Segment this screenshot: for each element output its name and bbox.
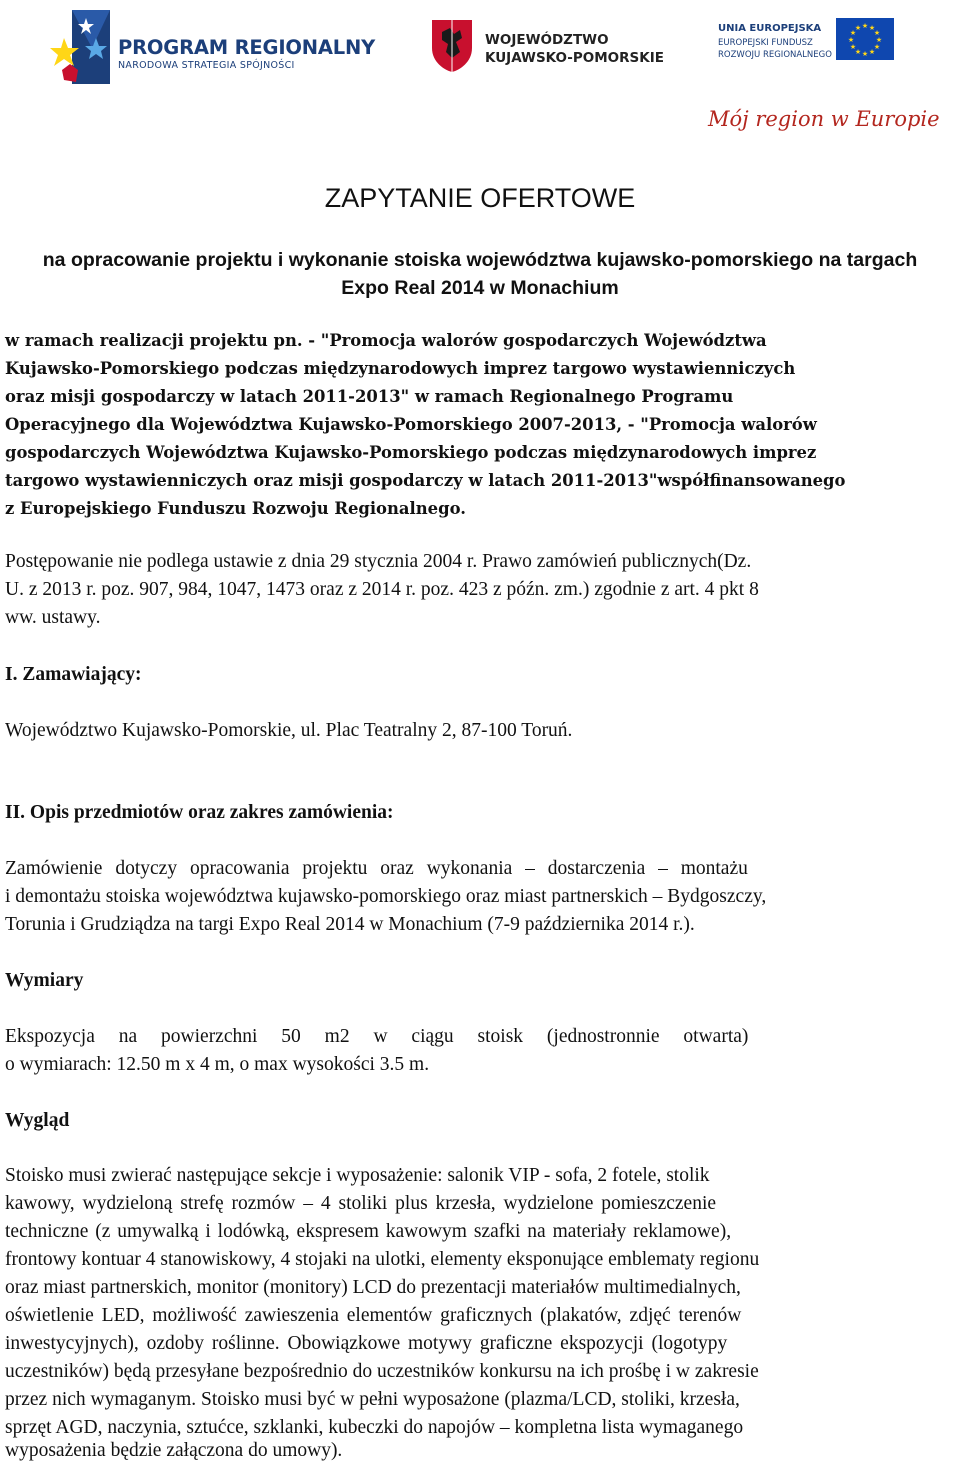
eu-logo bbox=[708, 18, 940, 138]
svg-text:★: ★ bbox=[847, 36, 855, 44]
program-regionalny-name: PROGRAM REGIONALNY bbox=[118, 36, 376, 59]
document-title: ZAPYTANIE OFERTOWE bbox=[324, 183, 636, 213]
svg-text:★: ★ bbox=[873, 43, 881, 51]
subsection-text-line: przez nich wymaganym. Stoisko musi być w pełni wyposażone (plazma/LCD, stoliki, krzesła, bbox=[5, 1389, 740, 1410]
svg-text:★: ★ bbox=[868, 48, 876, 56]
subsection-text-line: wyposażenia będzie załączona do umowy). bbox=[5, 1440, 343, 1461]
subsection-text-line: uczestników) będą przesyłane bezpośrednio do uczestników konkursu na ich prośbę i w zakresie bbox=[5, 1361, 759, 1382]
wojewodztwo-logo bbox=[430, 18, 664, 78]
svg-text:★: ★ bbox=[868, 24, 876, 32]
legal-line: Postępowanie nie podlega ustawie z dnia 29 stycznia 2004 r. Prawo zamówień publicznych(Dz. bbox=[5, 551, 752, 572]
subsection-heading: Wymiary bbox=[5, 970, 84, 991]
intro-line: w ramach realizacji projektu pn. - "Promocja walorów gospodarczych Województwa bbox=[5, 331, 767, 350]
eu-fund-label-2: ROZWOJU REGIONALNEGO bbox=[718, 50, 832, 60]
section-text: Województwo Kujawsko-Pomorskie, ul. Plac Teatralny 2, 87-100 Toruń. bbox=[5, 720, 573, 741]
intro-line: Kujawsko-Pomorskiego podczas międzynarodowych imprez targowo wystawienniczych bbox=[5, 359, 796, 378]
section-heading: I. Zamawiający: bbox=[5, 664, 142, 685]
intro-line: targowo wystawienniczych oraz misji gospodarczy w latach 2011-2013"współfinansowanego bbox=[5, 471, 846, 490]
logo-header bbox=[0, 0, 960, 150]
star-flag-icon bbox=[50, 8, 112, 86]
subsection-text-line: o wymiarach: 12.50 m x 4 m, o max wysokości 3.5 m. bbox=[5, 1054, 430, 1075]
svg-text:★: ★ bbox=[873, 29, 881, 37]
svg-text:★: ★ bbox=[861, 50, 869, 58]
svg-text:★: ★ bbox=[849, 43, 857, 51]
eu-flag-icon bbox=[836, 18, 894, 60]
svg-text:★: ★ bbox=[875, 36, 883, 44]
svg-text:★: ★ bbox=[854, 48, 862, 56]
wojewodztwo-line2: KUJAWSKO-POMORSKIE bbox=[485, 50, 664, 66]
griffin-shield-icon bbox=[430, 18, 474, 73]
legal-line: ww. ustawy. bbox=[5, 607, 101, 628]
subsection-text-line: oświetlenie LED, możliwość zawieszenia elementów graficznych (plakatów, zdjęć terenów bbox=[5, 1305, 742, 1326]
svg-text:★: ★ bbox=[854, 24, 862, 32]
eu-union-label: UNIA EUROPEJSKA bbox=[718, 23, 822, 34]
intro-line: Operacyjnego dla Województwa Kujawsko-Pomorskiego 2007-2013, - "Promocja walorów bbox=[5, 415, 817, 434]
subsection-text-line: Ekspozycja na powierzchni 50 m2 w ciągu stoisk (jednostronnie otwarta) bbox=[5, 1026, 749, 1047]
subsection-heading: Wygląd bbox=[5, 1110, 70, 1131]
svg-text:★: ★ bbox=[849, 29, 857, 37]
svg-text:★: ★ bbox=[861, 22, 869, 30]
subsection-text-line: Stoisko musi zwierać następujące sekcje i wyposażenie: salonik VIP - sofa, 2 fotele, stolik bbox=[5, 1165, 710, 1186]
subsection-text-line: sprzęt AGD, naczynia, sztućce, szklanki, kubeczki do napojów – kompletna lista wymaganego bbox=[5, 1417, 744, 1438]
slogan-text: Mój region w Europie bbox=[708, 107, 940, 131]
subsection-text-line: techniczne (z umywalką i lodówką, ekspresem kawowym szafki na materiały reklamowe), bbox=[5, 1221, 732, 1242]
intro-line: gospodarczych Województwa Kujawsko-Pomorskiego podczas międzynarodowych imprez bbox=[5, 443, 817, 462]
section-text-line: Torunia i Grudziądza na targi Expo Real 2014 w Monachium (7-9 października 2014 r.). bbox=[5, 914, 695, 935]
eu-fund-label: EUROPEJSKI FUNDUSZ bbox=[718, 38, 813, 48]
intro-line: z Europejskiego Funduszu Rozwoju Regionalnego. bbox=[5, 499, 466, 518]
section-text-line: i demontażu stoiska województwa kujawsko-pomorskiego oraz miast partnerskich – Bydgoszczy, bbox=[5, 886, 767, 907]
subsection-text-line: kawowy, wydzieloną strefę rozmów – 4 stoliki plus krzesła, wydzielone pomieszczenie bbox=[5, 1193, 717, 1214]
document-subtitle: na opracowanie projektu i wykonanie stoiska województwa kujawsko-pomorskiego na targach Expo Real 2014 w Monachium bbox=[42, 249, 918, 299]
subsection-text-line: oraz miast partnerskich, monitor (monitory) LCD do prezentacji materiałów multimedialnych, bbox=[5, 1277, 741, 1298]
program-regionalny-subtitle: NARODOWA STRATEGIA SPÓJNOŚCI bbox=[118, 60, 295, 71]
slogan-handwritten bbox=[704, 90, 940, 140]
section-heading: II. Opis przedmiotów oraz zakres zamówienia: bbox=[5, 802, 394, 823]
legal-line: U. z 2013 r. poz. 907, 984, 1047, 1473 oraz z 2014 r. poz. 423 z późn. zm.) zgodnie z art. 4 pkt 8 bbox=[5, 579, 759, 600]
subsection-text-line: inwestycyjnych), ozdoby roślinne. Obowiązkowe motywy graficzne ekspozycji (logotypy bbox=[5, 1333, 728, 1354]
intro-line: oraz misji gospodarczy w latach 2011-2013" w ramach Regionalnego Programu bbox=[5, 387, 734, 406]
subsection-text-line: frontowy kontuar 4 stanowiskowy, 4 stojaki na ulotki, elementy eksponujące emblematy regionu bbox=[5, 1249, 760, 1270]
wojewodztwo-line1: WOJEWÓDZTWO bbox=[485, 32, 609, 48]
section-text-line: Zamówienie dotyczy opracowania projektu oraz wykonania – dostarczenia – montażu bbox=[5, 858, 748, 879]
program-regionalny-logo bbox=[50, 8, 376, 88]
